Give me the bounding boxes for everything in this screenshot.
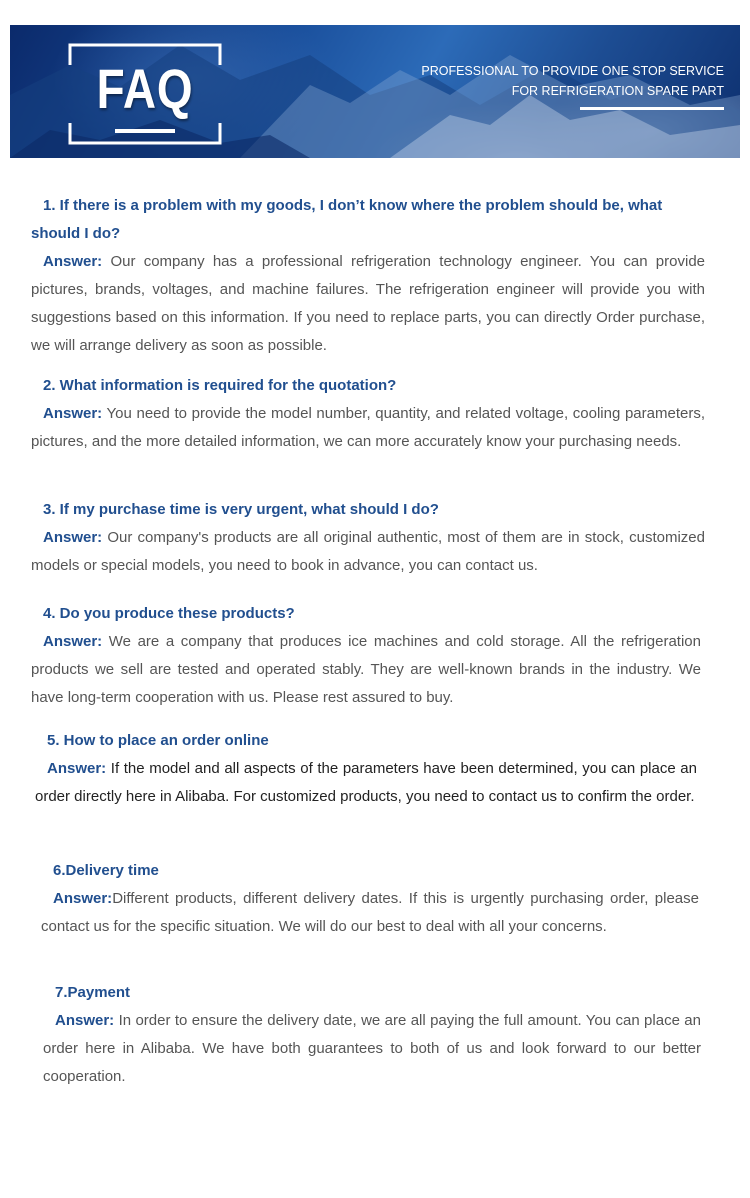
faq-answer (31, 628, 701, 712)
faq-banner (10, 25, 740, 158)
faq-question: 2. What information is required for the quotation? (43, 377, 397, 394)
faq-question: 4. Do you produce these products? (43, 605, 295, 622)
faq-question: 1. If there is a problem with my goods, I don’t know where the problem should be, what should I do? (31, 197, 663, 242)
answer-label: Answer: (47, 760, 107, 777)
answer-text: You need to provide the model number, quantity, and related voltage, cooling parameters, pictures, and the more detailed information, we can more accurately know your purchasing needs. (31, 405, 705, 450)
faq-item-3 (31, 496, 705, 580)
answer-text: We are a company that produces ice machines and cold storage. All the refrigeration products we sell are tested and operated stably. They are well-known brands in the industry. We have long-term cooperation with us. Please rest assured to buy. (31, 633, 701, 706)
faq-item-5 (35, 727, 697, 811)
faq-answer (31, 248, 705, 360)
faq-question: 5. How to place an order online (47, 732, 269, 749)
answer-text: Our company's products are all original authentic, most of them are in stock, customized models or special models, you need to book in advance, you can contact us. (31, 529, 705, 574)
faq-item-4 (31, 600, 701, 712)
tagline-divider (580, 107, 724, 110)
faq-answer (41, 885, 699, 941)
faq-question: 7.Payment (55, 984, 131, 1001)
answer-label: Answer: (55, 1012, 115, 1029)
faq-answer (31, 400, 705, 456)
faq-logo-underline (115, 129, 175, 133)
answer-label: Answer: (43, 405, 103, 422)
faq-question: 3. If my purchase time is very urgent, what should I do? (43, 501, 439, 518)
faq-item-1 (31, 192, 705, 360)
faq-item-6 (41, 857, 699, 941)
banner-tagline (421, 61, 724, 101)
faq-answer (31, 524, 705, 580)
faq-answer (35, 755, 697, 811)
faq-logo (68, 43, 222, 145)
faq-item-2 (31, 372, 705, 456)
faq-logo-text: FAQ (96, 57, 194, 120)
answer-text: If the model and all aspects of the parameters have been determined, you can place an order directly here in Alibaba. For customized products, you need to contact us to confirm the order. (35, 760, 697, 805)
answer-label: Answer: (43, 529, 103, 546)
answer-text: In order to ensure the delivery date, we are all paying the full amount. You can place an order here in Alibaba. We have both guarantees to both of us and look forward to our better cooperation. (43, 1012, 701, 1085)
answer-label: Answer: (43, 253, 103, 270)
faq-item-7 (43, 979, 701, 1091)
answer-text: Our company has a professional refrigeration technology engineer. You can provide pictures, brands, voltages, and machine failures. The refrigeration engineer will provide you with suggestions based on this information. If you need to replace parts, you can directly Order purchase, we will arrange delivery as soon as possible. (31, 253, 705, 354)
tagline-line-1: PROFESSIONAL TO PROVIDE ONE STOP SERVICE (421, 64, 724, 78)
answer-label: Answer: (43, 633, 103, 650)
faq-answer (43, 1007, 701, 1091)
answer-label: Answer: (53, 890, 113, 907)
faq-question: 6.Delivery time (53, 862, 159, 879)
answer-text: Different products, different delivery dates. If this is urgently purchasing order, please contact us for the specific situation. We will do our best to deal with all your concerns. (41, 890, 699, 935)
tagline-line-2: FOR REFRIGERATION SPARE PART (511, 84, 724, 98)
